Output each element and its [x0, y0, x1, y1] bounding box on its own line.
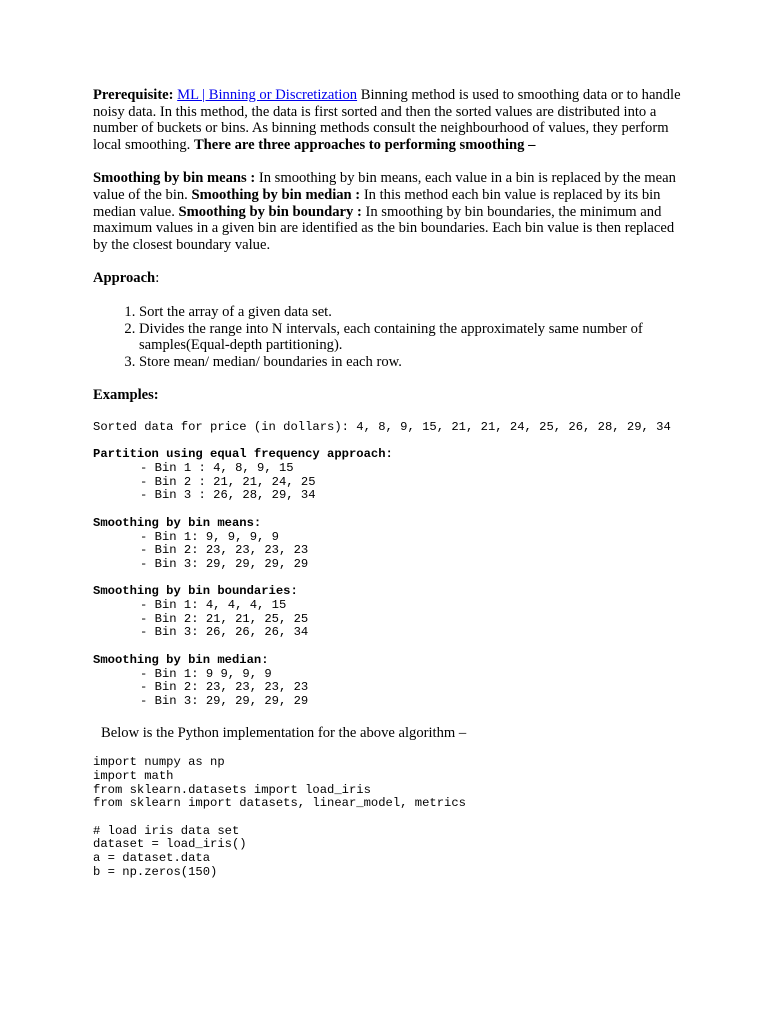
median-bin: - Bin 3: 29, 29, 29, 29 — [140, 693, 309, 708]
code-line: import numpy as np — [93, 755, 225, 770]
code-line: # load iris data set — [93, 823, 240, 838]
boundaries-bin: - Bin 1: 4, 4, 4, 15 — [140, 598, 287, 612]
code-line: import math — [93, 768, 174, 783]
sorted-data-line: Sorted data for price (in dollars): 4, 8, 9, 15, 21, 21, 24, 25, 26, 28, 29, 34 — [93, 419, 671, 434]
median-title: Smoothing by bin median: — [93, 652, 269, 667]
boundary-label: Smoothing by bin boundary : — [178, 203, 362, 220]
document-content — [93, 87, 683, 880]
intro-text: Binning method is used to smoothing data or to handle noisy data. In this method, the data is first sorted and then the sorted values are distributed into a number of buckets or bins. As binning methods consult the neighbourhood of values, they perform local smoothing. — [93, 87, 681, 153]
median-bin: - Bin 2: 23, 23, 23, 23 — [140, 680, 309, 695]
binning-discretization-link[interactable]: ML | Binning or Discretization — [177, 87, 358, 103]
boundary-text: In smoothing by bin boundaries, the minimum and maximum values in a given bin are identified as the bin boundaries. Each bin value is then replaced by the closest boundary value. — [93, 203, 675, 253]
intro-bold-tail: There are three approaches to performing smoothing – — [193, 136, 536, 153]
partition-bin: - Bin 2 : 21, 21, 24, 25 — [140, 474, 316, 489]
partition-bin: - Bin 3 : 26, 28, 29, 34 — [140, 488, 316, 503]
means-label: Smoothing by bin means : — [93, 170, 256, 187]
means-bin: - Bin 3: 29, 29, 29, 29 — [140, 556, 309, 571]
median-bin: - Bin 1: 9 9, 9, 9 — [140, 666, 272, 681]
code-line: from sklearn.datasets import load_iris — [93, 782, 371, 797]
examples-heading: Examples: — [93, 387, 159, 404]
code-line: a = dataset.data — [93, 851, 211, 866]
code-line: from sklearn import datasets, linear_model, metrics — [93, 796, 466, 811]
implementation-intro: Below is the Python implementation for the above algorithm – — [101, 724, 467, 741]
means-bin: - Bin 1: 9, 9, 9, 9 — [140, 529, 279, 544]
partition-title: Partition using equal frequency approach: — [93, 447, 393, 462]
median-label: Smoothing by bin median : — [191, 186, 361, 203]
prerequisite-label: Prerequisite: — [93, 87, 174, 103]
means-title: Smoothing by bin means: — [93, 515, 262, 530]
partition-bin: - Bin 1 : 4, 8, 9, 15 — [140, 461, 294, 475]
means-bin: - Bin 2: 23, 23, 23, 23 — [140, 543, 309, 558]
intro-paragraph — [93, 87, 683, 153]
methods-paragraph — [93, 170, 683, 253]
code-line: b = np.zeros(150) — [93, 864, 218, 879]
approach-step: 2. Divides the range into N intervals, each containing the approximately same number of samples(Equal-depth partitioning). — [139, 321, 683, 354]
approach-step: 1. Sort the array of a given data set. — [139, 304, 683, 321]
approach-steps — [93, 304, 683, 370]
boundaries-title: Smoothing by bin boundaries: — [93, 584, 298, 599]
boundaries-bin: - Bin 2: 21, 21, 25, 25 — [140, 611, 309, 626]
code-line: dataset = load_iris() — [93, 837, 247, 852]
means-text: In smoothing by bin means, each value in a bin is replaced by the mean value of the bin. — [93, 170, 676, 203]
boundaries-bin: - Bin 3: 26, 26, 26, 34 — [140, 625, 309, 640]
approach-step: 3. Store mean/ median/ boundaries in each row. — [139, 354, 683, 371]
approach-heading: Approach: — [93, 270, 160, 287]
median-text: In this method each bin value is replaced by its bin median value. — [93, 186, 661, 220]
